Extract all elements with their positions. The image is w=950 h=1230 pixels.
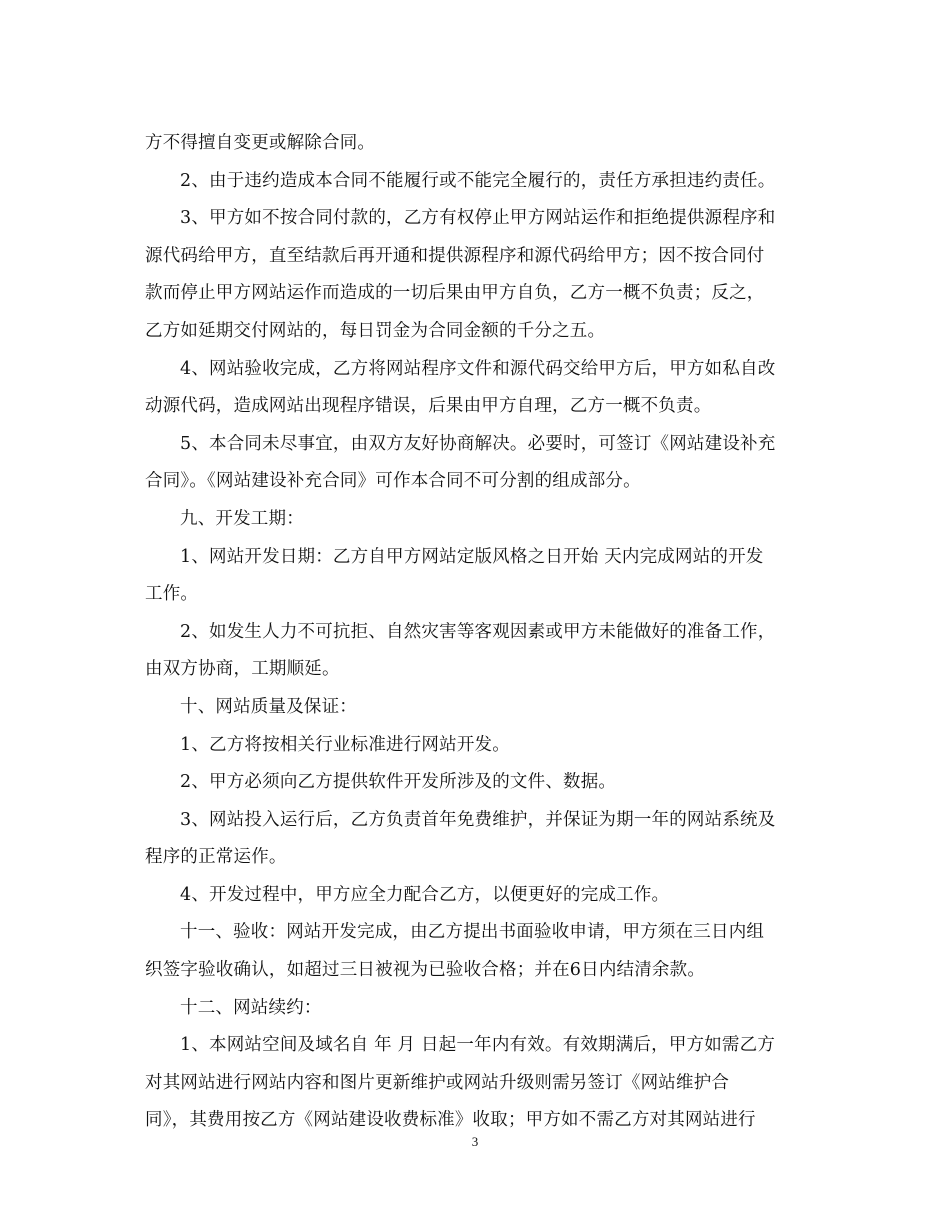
text-line: 2、由于违约造成本合同不能履行或不能完全履行的，责任方承担违约责任。 [180, 170, 776, 191]
text-line: 2、如发生人力不可抗拒、自然灾害等客观因素或甲方未能做好的准备工作， [180, 621, 776, 642]
text-line: 源代码给甲方，直至结款后再开通和提供源程序和源代码给甲方；因不按合同付 [145, 245, 765, 266]
text-line: 织签字验收确认，如超过三日被视为已验收合格；并在6日内结清余款。 [145, 960, 706, 981]
text-line: 4、开发过程中，甲方应全力配合乙方，以便更好的完成工作。 [180, 884, 670, 905]
text-line: 2、甲方必须向乙方提供软件开发所涉及的文件、数据。 [180, 772, 617, 793]
text-line: 程序的正常运作。 [145, 847, 287, 868]
text-line: 1、本网站空间及域名自 年 月 日起一年内有效。有效期满后，甲方如需乙方 [180, 1035, 776, 1056]
text-line: 方不得擅自变更或解除合同。 [145, 133, 376, 153]
text-line: 同》，其费用按乙方《网站建设收费标准》收取；甲方如不需乙方对其网站进行 [145, 1110, 756, 1131]
document-body [145, 125, 805, 1140]
text-line: 乙方如延期交付网站的，每日罚金为合同金额的千分之五。 [145, 320, 606, 341]
section-heading: 十二、网站续约： [180, 997, 322, 1018]
section-heading: 十、网站质量及保证： [180, 696, 357, 717]
text-line: 1、网站开发日期：乙方自甲方网站定版风格之日开始 天内完成网站的开发 [180, 546, 764, 567]
text-line: 款而停止甲方网站运作而造成的一切后果由甲方自负，乙方一概不负责；反之， [145, 283, 765, 304]
page-number: 3 [471, 1134, 479, 1149]
text-line: 3、甲方如不按合同付款的，乙方有权停止甲方网站运作和拒绝提供源程序和 [180, 208, 776, 229]
text-line: 5、本合同未尽事宜，由双方友好协商解决。必要时，可签订《网站建设补充 [180, 433, 776, 454]
text-line: 工作。 [145, 584, 199, 605]
text-line: 对其网站进行网站内容和图片更新维护或网站升级则需另签订《网站维护合 [145, 1072, 730, 1093]
section-heading: 九、开发工期： [180, 508, 304, 529]
text-line: 1、乙方将按相关行业标准进行网站开发。 [180, 734, 510, 755]
text-line: 动源代码，造成网站出现程序错误，后果由甲方自理，乙方一概不负责。 [145, 396, 712, 417]
text-line: 3、网站投入运行后，乙方负责首年免费维护，并保证为期一年的网站系统及 [180, 809, 776, 830]
text-line: 合同》。《网站建设补充合同》可作本合同不可分割的组成部分。 [145, 471, 641, 492]
section-heading: 十一、验收：网站开发完成，由乙方提出书面验收申请，甲方须在三日内组 [180, 922, 765, 943]
text-line: 由双方协商，工期顺延。 [145, 659, 340, 680]
text-line: 4、网站验收完成，乙方将网站程序文件和源代码交给甲方后，甲方如私自改 [180, 358, 776, 379]
